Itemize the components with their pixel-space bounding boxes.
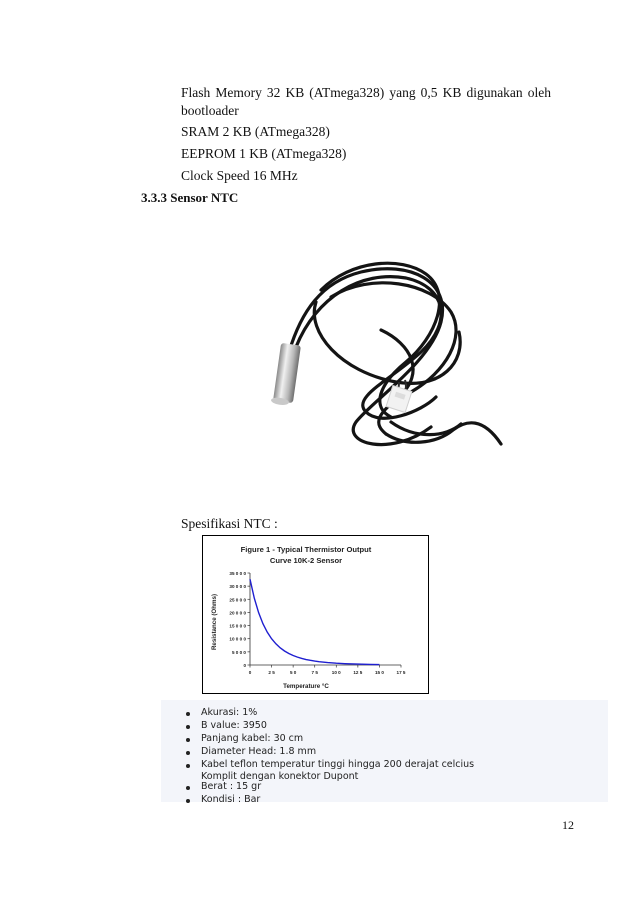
thermistor-chart: [202, 535, 429, 694]
spec-item-line: B value: 3950: [201, 720, 267, 731]
chart-y-tick-label: 10 0 0 0: [229, 636, 246, 642]
chart-title-line1: Figure 1 - Typical Thermistor Output: [240, 545, 372, 554]
chart-y-tick-label: 30 0 0 0: [229, 584, 246, 590]
ntc-sensor-photo: [221, 212, 515, 506]
chart-y-tick-label: 35 0 0 0: [229, 571, 246, 576]
spec-item-line: Kabel teflon temperatur tinggi hingga 200 derajat celcius: [201, 759, 475, 770]
bullet-icon: [186, 712, 190, 716]
spec-item-text: [201, 794, 260, 806]
chart-x-axis-label: Temperature °C: [283, 683, 329, 690]
bullet-icon: [186, 799, 190, 803]
flash-memory-line-continued: bootloader: [181, 103, 239, 118]
spec-item-text: [201, 733, 303, 745]
sram-line: SRAM 2 KB (ATmega328): [181, 124, 330, 139]
chart-x-tick-label: 12 5: [353, 670, 363, 675]
chart-y-axis-label: Resistance (Ohms): [211, 593, 218, 651]
bullet-icon: [186, 764, 190, 768]
chart-y-tick-label: 25 0 0 0: [229, 597, 246, 603]
bullet-icon: [186, 725, 190, 729]
spec-item-text: [201, 759, 474, 783]
spec-item-line: Panjang kabel: 30 cm: [201, 733, 304, 744]
spec-item-line: Akurasi: 1%: [201, 707, 258, 718]
bullet-icon: [186, 738, 190, 742]
chart-title-line2: Curve 10K-2 Sensor: [269, 556, 343, 565]
spec-list: [161, 700, 608, 805]
flash-memory-line: Flash Memory 32 KB (ATmega328) yang 0,5 KB digunakan oleh: [181, 85, 551, 100]
chart-series-line: [250, 579, 379, 664]
eeprom-line: EEPROM 1 KB (ATmega328): [181, 146, 347, 161]
chart-x-tick-label: 7 5: [311, 670, 318, 675]
chart-y-tick-label: 0: [243, 663, 246, 668]
clock-speed-line: Clock Speed 16 MHz: [181, 168, 298, 183]
chart-x-tick-label: 2 5: [268, 670, 275, 675]
chart-x-tick-label: 5 0: [289, 670, 297, 675]
spec-item-text: [201, 781, 261, 793]
spec-item-line: Berat : 15 gr: [201, 781, 262, 792]
spec-item-text: [201, 746, 316, 758]
page-number: 12: [562, 818, 574, 832]
spec-item-line: Kondisi : Bar: [201, 794, 261, 805]
spec-title: Spesifikasi NTC :: [181, 516, 278, 531]
chart-y-tick-label: 5 0 0 0: [231, 649, 246, 655]
section-heading: 3.3.3 Sensor NTC: [141, 190, 239, 205]
bullet-icon: [186, 786, 190, 790]
chart-y-tick-label: 20 0 0 0: [229, 610, 246, 616]
spec-item-line: Diameter Head: 1.8 mm: [201, 746, 317, 757]
spec-item-line: Komplit dengan konektor Dupont: [201, 771, 359, 782]
chart-x-tick-label: 15 0: [374, 670, 384, 675]
bullet-icon: [186, 751, 190, 755]
chart-x-tick-label: 17 5: [396, 670, 406, 675]
chart-x-tick-label: 0: [248, 670, 252, 675]
thermistor-chart-svg: [203, 536, 428, 693]
spec-item-text: [201, 707, 257, 719]
spec-item-text: [201, 720, 267, 732]
chart-y-tick-label: 15 0 0 0: [229, 623, 246, 629]
chart-x-tick-label: 10 0: [331, 670, 341, 675]
